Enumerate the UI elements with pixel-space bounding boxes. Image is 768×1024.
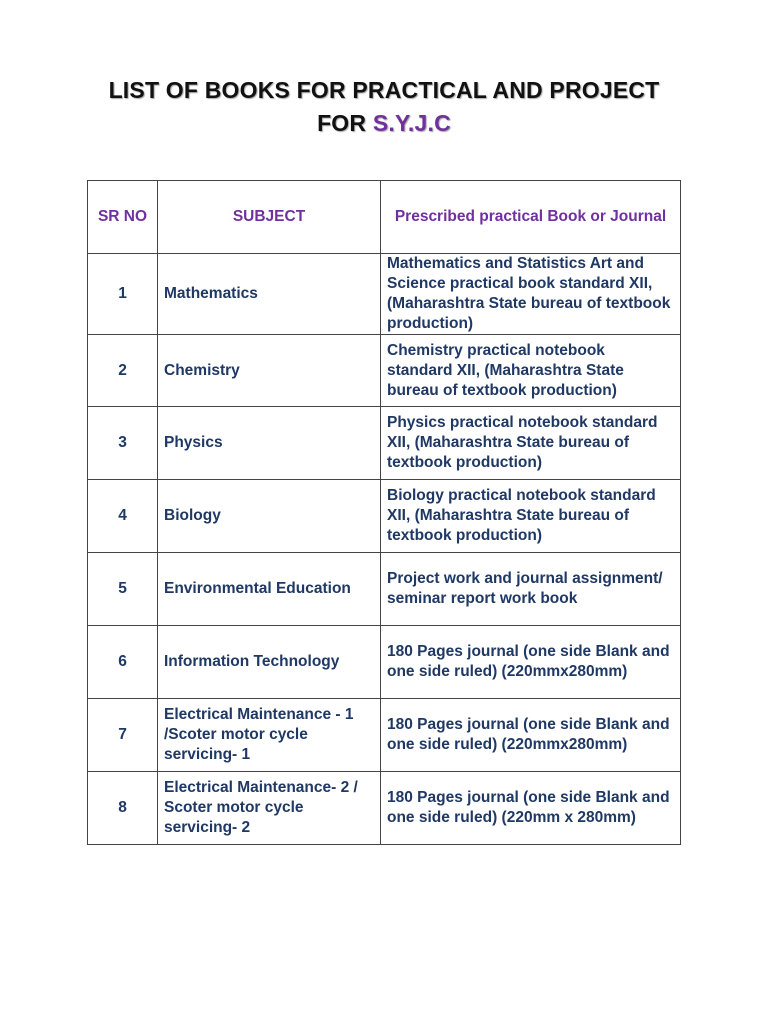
row-subject: Physics bbox=[158, 407, 381, 480]
header-sr-no: SR NO bbox=[88, 181, 158, 254]
table-row bbox=[88, 772, 681, 845]
row-sr-no: 3 bbox=[88, 407, 158, 480]
row-sr-no: 2 bbox=[88, 335, 158, 407]
row-book: 180 Pages journal (one side Blank and one side ruled) (220mmx280mm) bbox=[381, 699, 681, 772]
row-book: Project work and journal assignment/ seminar report work book bbox=[381, 553, 681, 626]
table-row bbox=[88, 699, 681, 772]
table-row bbox=[88, 626, 681, 699]
row-subject: Electrical Maintenance- 2 / Scoter motor cycle servicing- 2 bbox=[158, 772, 381, 845]
row-book: Mathematics and Statistics Art and Science practical book standard XII, (Maharashtra State bureau of textbook production) bbox=[381, 254, 681, 335]
table-header-row bbox=[88, 181, 681, 254]
table-row bbox=[88, 553, 681, 626]
row-sr-no: 6 bbox=[88, 626, 158, 699]
row-sr-no: 5 bbox=[88, 553, 158, 626]
document-title bbox=[0, 74, 768, 140]
table-row bbox=[88, 480, 681, 553]
row-sr-no: 1 bbox=[88, 254, 158, 335]
row-book: 180 Pages journal (one side Blank and one side ruled) (220mmx280mm) bbox=[381, 626, 681, 699]
row-sr-no: 7 bbox=[88, 699, 158, 772]
row-subject: Information Technology bbox=[158, 626, 381, 699]
row-subject: Chemistry bbox=[158, 335, 381, 407]
title-accent-class: S.Y.J.C bbox=[372, 110, 451, 136]
title-line-1: LIST OF BOOKS FOR PRACTICAL AND PROJECT bbox=[108, 77, 660, 103]
title-line-2-prefix: FOR bbox=[317, 110, 373, 136]
row-sr-no: 8 bbox=[88, 772, 158, 845]
row-book: Chemistry practical notebook standard XII, (Maharashtra State bureau of textbook production) bbox=[381, 335, 681, 407]
title-line-2 bbox=[0, 107, 768, 140]
row-sr-no: 4 bbox=[88, 480, 158, 553]
row-subject: Biology bbox=[158, 480, 381, 553]
header-book: Prescribed practical Book or Journal bbox=[381, 181, 681, 254]
header-subject: SUBJECT bbox=[158, 181, 381, 254]
table-row bbox=[88, 407, 681, 480]
row-subject: Electrical Maintenance - 1 /Scoter motor cycle servicing- 1 bbox=[158, 699, 381, 772]
row-book: 180 Pages journal (one side Blank and one side ruled) (220mm x 280mm) bbox=[381, 772, 681, 845]
row-subject: Environmental Education bbox=[158, 553, 381, 626]
row-book: Biology practical notebook standard XII, (Maharashtra State bureau of textbook production) bbox=[381, 480, 681, 553]
row-book: Physics practical notebook standard XII, (Maharashtra State bureau of textbook production) bbox=[381, 407, 681, 480]
table-row bbox=[88, 335, 681, 407]
books-table bbox=[87, 180, 681, 845]
table-row bbox=[88, 254, 681, 335]
row-subject: Mathematics bbox=[158, 254, 381, 335]
